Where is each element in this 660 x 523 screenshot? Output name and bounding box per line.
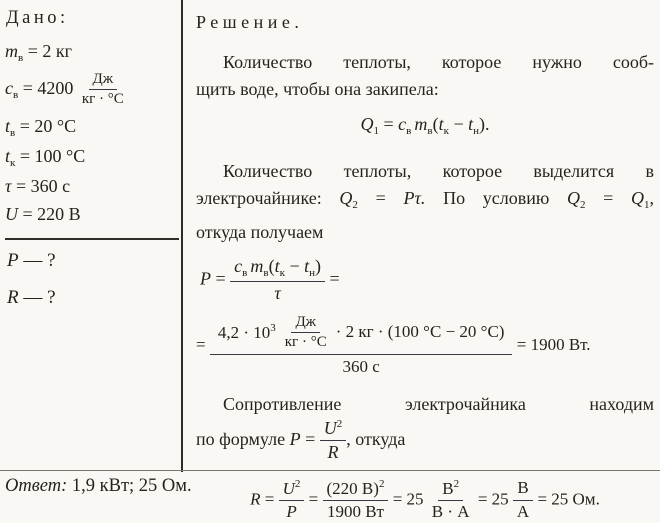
- initial-temp-row: [5, 116, 180, 139]
- Q-subscript: 1: [644, 199, 650, 211]
- var-P: P: [403, 188, 415, 208]
- fraction-numerator: [320, 418, 347, 442]
- given-label: Дано:: [6, 8, 69, 28]
- mass-value: 2 кг: [42, 41, 72, 61]
- m-subscript: в: [263, 267, 269, 279]
- temp-initial-subscript: в: [10, 126, 16, 139]
- formula-power: [200, 256, 654, 305]
- fraction-denominator: R: [327, 442, 339, 463]
- var-t: t: [468, 114, 474, 134]
- mass-subscript: в: [18, 52, 24, 64]
- given-divider-rule: [5, 238, 179, 240]
- paragraph-line: Количество теплоты, которое нужно сооб-: [223, 52, 654, 72]
- specific-heat-value: 4200: [37, 77, 74, 98]
- unit-denominator: кг · °С: [284, 334, 327, 351]
- equals-sign: =: [533, 489, 552, 509]
- given-section: [0, 0, 180, 324]
- text-run: по формуле: [196, 428, 290, 449]
- boiling-temp-row: [5, 146, 180, 169]
- u-squared-over-r-fraction: [320, 418, 347, 464]
- t-subscript: к: [443, 125, 449, 137]
- unit-numerator: Дж: [89, 71, 118, 90]
- equals-sign: =: [300, 428, 320, 449]
- var-specific-heat: c: [5, 77, 13, 98]
- voltage-squared: (220 В): [326, 478, 379, 498]
- paragraph-line: [196, 418, 654, 464]
- fraction-numeric: [323, 478, 389, 523]
- var-temp-final: t: [5, 145, 11, 166]
- c-subscript: в: [406, 125, 412, 137]
- mass-row: [5, 41, 180, 64]
- coefficient: 25: [406, 489, 428, 509]
- fraction-numerator: [230, 256, 325, 282]
- var-Q: Q: [360, 114, 374, 134]
- equals-sign: =: [512, 334, 531, 354]
- paragraph-heat-released: [196, 158, 654, 246]
- var-P: P: [200, 268, 211, 289]
- unit-numerator: Дж: [291, 314, 320, 333]
- equals-sign: =: [357, 188, 404, 208]
- find-resistance-row: [7, 287, 180, 309]
- paragraph-line: щить воде, чтобы она закипела:: [196, 79, 439, 99]
- paragraph-heat-needed: [196, 49, 654, 103]
- bottom-rule: [0, 470, 660, 471]
- unit-volt: В: [442, 478, 454, 498]
- multiplication-run: · 2 кг · (100 °С − 20 °С): [335, 322, 505, 342]
- formula-power-numeric: [196, 314, 654, 378]
- m-subscript: в: [427, 125, 433, 137]
- answer-text: 1,9 кВт; 25 Ом.: [67, 476, 192, 496]
- var-Q: Q: [631, 188, 644, 208]
- coefficient: [218, 322, 276, 343]
- boiling-temp-value: 100 °С: [34, 145, 86, 166]
- equals-sign: =: [11, 175, 31, 196]
- equals-sign: =: [18, 77, 38, 98]
- temp-final-subscript: к: [10, 156, 16, 169]
- Q-subscript: 2: [579, 199, 586, 211]
- equals-sign: =: [196, 334, 210, 354]
- power-result: 1900 Вт.: [530, 334, 591, 354]
- specific-heat-row: [5, 71, 180, 109]
- equals-sign: =: [304, 489, 323, 509]
- paragraph-resistance: [196, 391, 654, 464]
- fraction-denominator: 360 с: [342, 357, 380, 377]
- var-Q: Q: [566, 188, 580, 208]
- text-run: , откуда: [346, 428, 406, 449]
- var-voltage: U: [5, 203, 18, 224]
- equals-sign: =: [211, 268, 231, 289]
- close-paren: ): [315, 256, 321, 276]
- fraction-units-2: [513, 478, 533, 522]
- unit-fraction: [78, 71, 128, 109]
- fraction-numerator: [323, 478, 389, 501]
- equals-sign: =: [379, 114, 399, 134]
- find-question: — ?: [18, 249, 56, 271]
- voltage-row: [5, 204, 180, 225]
- equals-sign: =: [15, 145, 35, 166]
- voltage-value: 220 В: [37, 203, 81, 224]
- equals-sign: =: [388, 489, 407, 509]
- t-subscript: н: [473, 125, 479, 137]
- var-mass: m: [5, 41, 18, 61]
- open-paren: (: [432, 114, 439, 134]
- equals-sign: =: [15, 115, 35, 136]
- var-R: R: [250, 489, 261, 509]
- paragraph-line: Сопротивление электрочайника находим: [223, 393, 654, 414]
- var-c: c: [398, 114, 407, 134]
- numeric-fraction: [210, 314, 513, 378]
- var-U: U: [323, 417, 337, 438]
- var-power: P: [7, 249, 19, 271]
- c-subscript: в: [242, 267, 248, 279]
- exponent: 2: [336, 417, 343, 430]
- fraction-numerator: [438, 478, 463, 501]
- exponent: 2: [453, 477, 460, 490]
- var-P: P: [289, 428, 301, 449]
- open-paren: (: [268, 256, 275, 276]
- paragraph-line: [196, 185, 654, 219]
- formula-q1: [196, 111, 654, 145]
- time-value: 360 с: [30, 175, 71, 196]
- var-tau: τ.: [414, 188, 426, 208]
- exponent: 2: [378, 477, 385, 490]
- exponent: 2: [294, 477, 301, 490]
- unit-fraction: [281, 314, 331, 352]
- fraction-numerator: [279, 478, 305, 501]
- minus-sign: −: [284, 256, 305, 276]
- paragraph-line: Количество теплоты, которое выделится в: [223, 161, 654, 181]
- equals-sign: =: [18, 203, 38, 224]
- text-run: По условию: [425, 188, 567, 208]
- minus-sign: −: [448, 114, 469, 134]
- column-divider: [181, 0, 183, 472]
- solution-label: Решение.: [196, 12, 304, 32]
- text-run: электрочайнике:: [196, 188, 340, 208]
- unit-denominator: кг · °С: [81, 91, 124, 108]
- comma: ,: [649, 188, 654, 208]
- fraction-numerator: [210, 314, 513, 356]
- var-temp-initial: t: [5, 115, 11, 136]
- equals-sign: =: [473, 489, 492, 509]
- var-resistance: R: [7, 286, 19, 308]
- fraction-denominator: P: [286, 502, 297, 522]
- answer-line: [5, 476, 192, 497]
- coefficient: 25: [491, 489, 513, 509]
- equals-sign: =: [23, 41, 43, 61]
- exponent: 3: [270, 321, 276, 334]
- find-question: — ?: [18, 286, 56, 308]
- specific-heat-subscript: в: [13, 88, 19, 101]
- Q-subscript: 1: [373, 125, 379, 137]
- var-t: t: [438, 114, 444, 134]
- var-time: τ: [5, 175, 12, 196]
- paragraph-line: откуда получаем: [196, 222, 324, 242]
- answer-label: Ответ:: [5, 476, 68, 496]
- close-paren: ).: [479, 114, 490, 134]
- initial-temp-value: 20 °С: [34, 115, 77, 136]
- fraction-denominator: В · А: [431, 502, 470, 522]
- fraction-denominator: 1900 Вт: [326, 502, 384, 522]
- Q-subscript: 2: [352, 199, 358, 211]
- equals-sign: =: [585, 188, 631, 208]
- find-power-row: [7, 250, 180, 272]
- var-Q: Q: [339, 188, 353, 208]
- var-m: m: [250, 256, 264, 276]
- time-row: [5, 176, 180, 197]
- var-c: c: [234, 256, 243, 276]
- var-m: m: [414, 114, 428, 134]
- fraction-numerator: В: [513, 478, 532, 500]
- var-t: t: [274, 256, 280, 276]
- equals-sign: =: [260, 489, 279, 509]
- formula-resistance: [196, 478, 654, 523]
- fraction-denominator: τ: [274, 283, 281, 304]
- var-t: t: [304, 256, 310, 276]
- fraction-denominator: А: [516, 501, 530, 521]
- coefficient-value: 4,2 · 10: [217, 322, 271, 342]
- var-U: U: [282, 478, 295, 498]
- t-subscript: к: [279, 267, 285, 279]
- fraction-units-1: [428, 478, 474, 523]
- t-subscript: н: [309, 267, 315, 279]
- power-fraction: [230, 256, 325, 305]
- fraction-u2-over-p: [279, 478, 305, 523]
- solution-section: [196, 0, 654, 523]
- resistance-result: 25 Ом.: [551, 489, 600, 509]
- equals-sign: =: [325, 268, 340, 289]
